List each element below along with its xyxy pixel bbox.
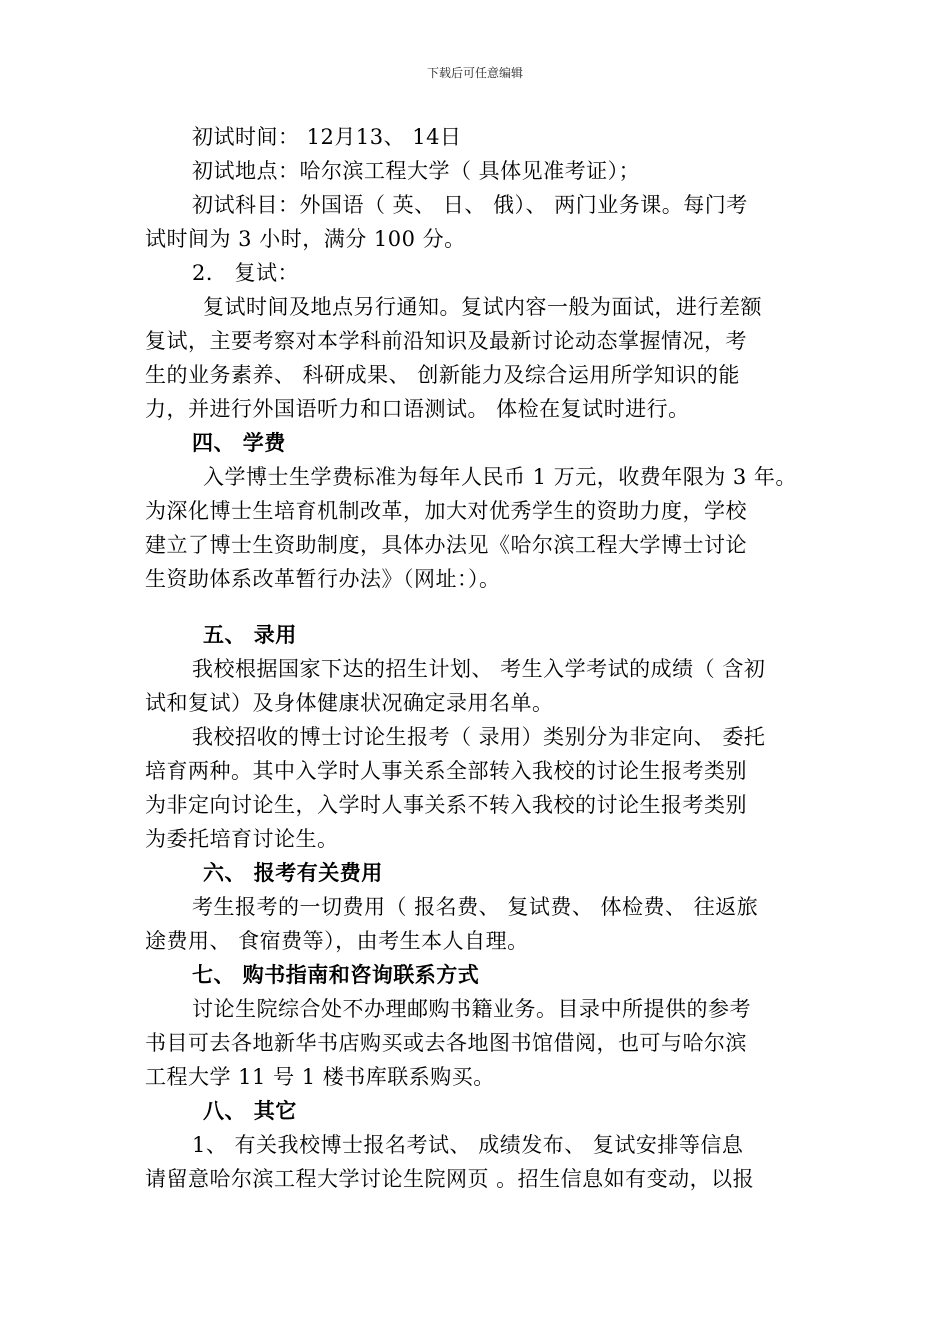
body-line: 我校根据国家下达的招生计划、 考生入学考试的成绩（ 含初 <box>192 657 766 681</box>
exam-location-line: 初试地点：哈尔滨工程大学（ 具体见准考证）； <box>192 159 641 183</box>
document-body <box>145 120 815 1196</box>
body-line: 为委托培育讨论生。 <box>145 827 339 851</box>
body-line: 考生报考的一切费用（ 报名费、 复试费、 体检费、 往返旅 <box>192 895 759 919</box>
body-line: 生资助体系改革暂行办法》（网址：）。 <box>145 567 501 591</box>
body-line: 为非定向讨论生，入学时人事关系不转入我校的讨论生报考类别 <box>145 793 747 817</box>
body-line: 入学博士生学费标准为每年人民币 1 万元，收费年限为 3 年。 <box>203 465 797 489</box>
body-line: 培育两种。其中入学时人事关系全部转入我校的讨论生报考类别 <box>145 759 747 783</box>
body-line: 讨论生院综合处不办理邮购书籍业务。目录中所提供的参考 <box>192 997 751 1021</box>
body-line: 试时间为 3 小时，满分 100 分。 <box>145 227 466 251</box>
section-heading-fees: 六、 报考有关费用 <box>203 860 383 885</box>
exam-subjects-line: 初试科目：外国语（ 英、 日、 俄）、 两门业务课。每门考 <box>192 193 748 217</box>
body-line: 力，并进行外国语听力和口语测试。 体检在复试时进行。 <box>145 397 690 421</box>
section-heading-admission: 五、 录用 <box>203 622 297 647</box>
body-line: 生的业务素养、 科研成果、 创新能力及综合运用所学知识的能 <box>145 363 740 387</box>
body-line: 复试时间及地点另行通知。复试内容一般为面试，进行差额 <box>203 295 762 319</box>
body-line: 途费用、 食宿费等），由考生本人自理。 <box>145 929 529 953</box>
subsection-heading: 2． 复试： <box>192 261 300 285</box>
page-header: 下载后可任意编辑 <box>426 66 523 80</box>
body-line: 复试，主要考察对本学科前沿知识及最新讨论动态掌握情况，考 <box>145 329 747 353</box>
body-line: 书目可去各地新华书店购买或去各地图书馆借阅，也可与哈尔滨 <box>145 1031 747 1055</box>
section-heading-tuition: 四、 学费 <box>192 430 286 455</box>
body-line: 试和复试）及身体健康状况确定录用名单。 <box>145 691 554 715</box>
body-line: 我校招收的博士讨论生报考（ 录用）类别分为非定向、 委托 <box>192 725 766 749</box>
exam-time-line: 初试时间： 12月13、 14日 <box>192 125 462 149</box>
body-line: 1、 有关我校博士报名考试、 成绩发布、 复试安排等信息 <box>192 1133 744 1157</box>
section-heading-books: 七、 购书指南和咨询联系方式 <box>192 962 480 987</box>
body-line: 工程大学 11 号 1 楼书库联系购买。 <box>145 1065 495 1089</box>
body-line: 建立了博士生资助制度，具体办法见《哈尔滨工程大学博士讨论 <box>145 533 747 557</box>
body-line: 为深化博士生培育机制改革，加大对优秀学生的资助力度，学校 <box>145 499 747 523</box>
body-line: 请留意哈尔滨工程大学讨论生院网页 。招生信息如有变动，以报 <box>145 1167 755 1191</box>
section-heading-other: 八、 其它 <box>203 1098 297 1123</box>
